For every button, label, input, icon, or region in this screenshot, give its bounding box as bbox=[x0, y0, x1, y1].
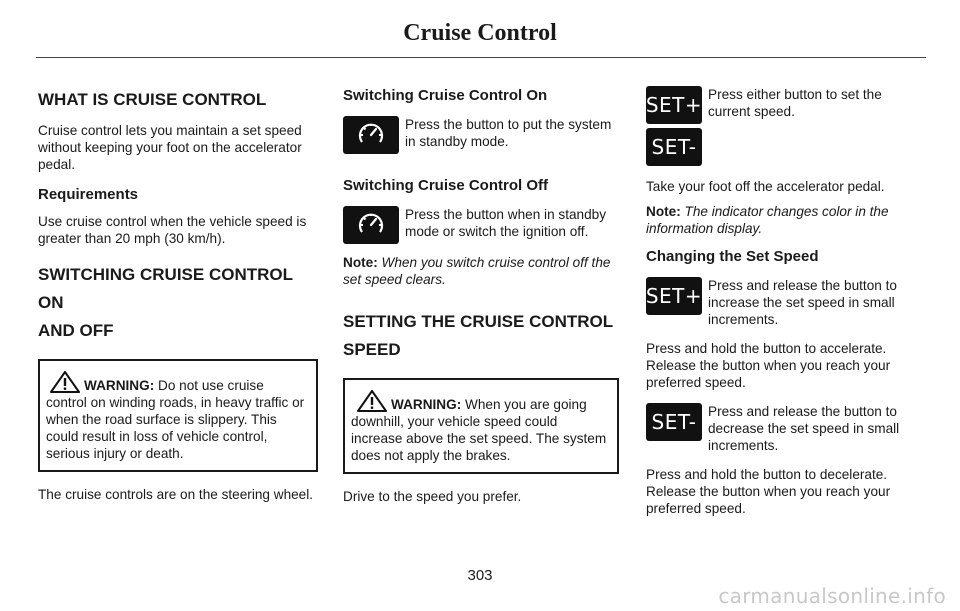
page-title: Cruise Control bbox=[403, 20, 557, 46]
watermark: carmanualsonline.info bbox=[718, 584, 946, 608]
switching-heading-line2: AND OFF bbox=[38, 321, 114, 340]
warning-text: When you are going downhill, your vehicle speed could increase above the set speed. The system does not apply the brakes. bbox=[351, 397, 607, 463]
drive-to-speed-text: Drive to the speed you prefer. bbox=[343, 489, 522, 504]
switch-off-row bbox=[343, 206, 619, 246]
increase-speed-text: Press and release the button to increase the set speed in small increments. bbox=[708, 278, 897, 327]
warning-icon bbox=[357, 390, 387, 412]
changing-set-speed-heading: Changing the Set Speed bbox=[646, 248, 819, 265]
decrease-speed-text: Press and release the button to decrease the set speed in small increments. bbox=[708, 404, 900, 453]
warning-label: WARNING: bbox=[84, 378, 155, 393]
switching-heading bbox=[38, 261, 318, 345]
note-label: Note: bbox=[646, 204, 681, 219]
requirements-body: Use cruise control when the vehicle speed is greater than 20 mph (30 km/h). bbox=[38, 214, 307, 246]
page-header bbox=[0, 0, 960, 60]
note-text: When you switch cruise control off the set speed clears. bbox=[343, 255, 611, 287]
setting-speed-heading-line2: SPEED bbox=[343, 340, 401, 359]
warning-icon bbox=[50, 371, 80, 393]
speedometer-icon bbox=[356, 210, 386, 240]
switching-on-heading: Switching Cruise Control On bbox=[343, 87, 548, 104]
switch-off-text: Press the button when in standby mode or switch the ignition off. bbox=[405, 207, 607, 239]
what-is-cruise-control-heading: WHAT IS CRUISE CONTROL bbox=[38, 90, 267, 109]
warning-text: Do not use cruise control on winding roads, in heavy traffic or when the road surface is slippery. This could result in loss of vehicle control, serious injury or death. bbox=[46, 378, 305, 461]
set-minus-button-icon: SET- bbox=[646, 128, 702, 166]
setting-speed-heading bbox=[343, 308, 619, 364]
note-text: The indicator changes color in the information display. bbox=[646, 204, 889, 236]
column-2 bbox=[343, 86, 619, 505]
what-is-cruise-control-body: Cruise control lets you maintain a set speed without keeping your foot on the accelerator pedal. bbox=[38, 123, 302, 172]
decrease-speed-row bbox=[646, 403, 922, 454]
warning-box-downhill bbox=[343, 378, 619, 474]
set-plus-button-icon: SET+ bbox=[646, 277, 702, 315]
switching-off-heading: Switching Cruise Control Off bbox=[343, 177, 548, 194]
set-plus-button-icon: SET+ bbox=[646, 86, 702, 124]
cruise-control-speedometer-icon-off bbox=[343, 206, 399, 244]
switching-heading-line1: SWITCHING CRUISE CONTROL ON bbox=[38, 265, 293, 312]
set-speed-row bbox=[646, 86, 922, 126]
column-3 bbox=[646, 86, 922, 517]
requirements-heading: Requirements bbox=[38, 186, 139, 203]
page-number: 303 bbox=[467, 567, 493, 584]
speedometer-icon bbox=[356, 120, 386, 150]
warning-label: WARNING: bbox=[391, 397, 462, 412]
either-button-text: Press either button to set the current speed. bbox=[708, 87, 882, 119]
foot-off-pedal-text: Take your foot off the accelerator pedal. bbox=[646, 179, 885, 194]
increase-speed-row bbox=[646, 277, 922, 328]
note-indicator-color bbox=[646, 203, 922, 237]
switch-on-row bbox=[343, 116, 619, 156]
switch-on-text: Press the button to put the system in standby mode. bbox=[405, 117, 612, 149]
set-minus-button-icon: SET- bbox=[646, 403, 702, 441]
note-set-speed-clears bbox=[343, 254, 619, 288]
warning-box-winding-roads bbox=[38, 359, 318, 472]
cruise-controls-location: The cruise controls are on the steering wheel. bbox=[38, 487, 314, 502]
note-label: Note: bbox=[343, 255, 378, 270]
accelerate-text: Press and hold the button to accelerate. Release the button when you reach your preferred speed. bbox=[646, 341, 891, 390]
setting-speed-heading-line1: SETTING THE CRUISE CONTROL bbox=[343, 312, 614, 331]
decelerate-text: Press and hold the button to decelerate. Release the button when you reach your preferred speed. bbox=[646, 467, 891, 516]
cruise-control-speedometer-icon bbox=[343, 116, 399, 154]
column-1 bbox=[38, 86, 318, 503]
header-rule bbox=[36, 57, 926, 58]
